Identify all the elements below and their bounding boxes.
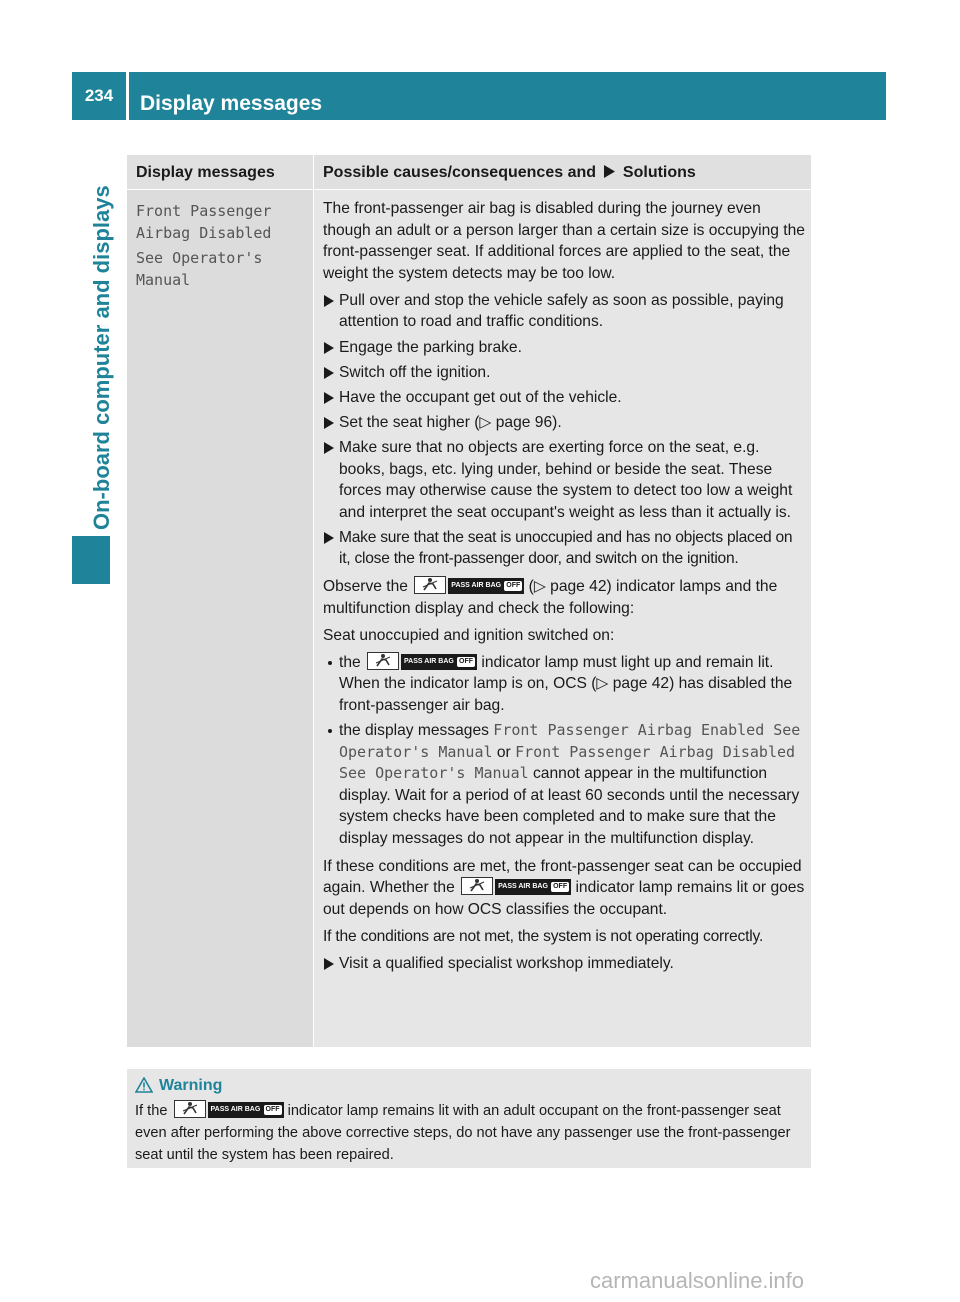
bullet-item [323,652,807,717]
airbag-lamp-text: PASS AIR BAG [498,883,548,891]
message-column [127,190,313,1047]
warning-suffix: indicator lamp remains lit with an adult occupant on the front-passenger seat even after performing the above corrective steps, do not have any passenger use the front-passenger seat until the system has been repaired. [135,1103,791,1163]
watermark: carmanualsonline.info [590,1268,805,1293]
warning-text [135,1100,807,1166]
bullet-dot [328,729,332,733]
conditions-not-met-paragraph: If the conditions are not met, the system is not operating correctly. [323,927,764,945]
airbag-lamp-off: OFF [265,1106,280,1113]
seat-occupancy-icon [174,1100,206,1118]
col-header-solutions-text: Solutions [622,164,696,181]
step-arrow-icon [324,442,334,454]
step-item [323,337,807,359]
step-arrow-icon [324,342,334,354]
page-title: Display messages [140,92,323,115]
step-arrow-icon [324,367,334,379]
warning-title: Warning [159,1077,223,1094]
step-text: Make sure that no objects are exerting force on the seat, e.g. books, bags, etc. lying under, behind or beside the seat. These forces may otherwise cause the system to detect too low a weight and interpret the seat occupant's weight as less than it actually is. [339,438,793,521]
header-divider [126,72,129,120]
airbag-lamp-text: PASS AIR BAG [451,582,502,589]
step-text: Engage the parking brake. [339,338,522,356]
message-line: Front Passenger [136,202,272,220]
bullet2-display-message: Front Passenger Airbag Disabled See Operator's Manual [339,742,796,783]
step-item [323,437,807,523]
col-header-causes [323,155,696,191]
met-suffix: indicator lamp remains lit or goes out depends on how OCS classifies the occupant. [323,879,805,918]
airbag-lamp-text: PASS AIR BAG [404,657,454,665]
step-item [323,362,807,384]
page-header [72,72,886,120]
solutions-arrow-icon [603,165,615,178]
message-line: See Operator's [136,249,263,267]
bullet1-suffix: indicator lamp must light up and remain lit. When the indicator lamp is on, OCS (▷ page 42) has disabled the front-passenger air bag. [339,653,793,714]
display-messages-table [127,155,811,1047]
step-item [323,527,807,570]
bullet2-or: or [496,743,511,761]
pass-airbag-off-icon [401,654,477,670]
observe-prefix: Observe the [323,578,408,595]
step-item [323,953,807,975]
step-arrow-icon [324,417,334,429]
warning-prefix: If the [135,1103,168,1119]
observe-suffix: (▷ page 42) indicator lamps and the multifunction display and check the following: [323,578,778,617]
display-message [136,201,311,291]
intro-paragraph: The front-passenger air bag is disabled during the journey even though an adult or a person larger than a certain size is occupying the front-passenger seat. If additional forces are applied to the seat, the weight the system detects may be too low. [323,200,805,282]
bullet2-text: the display messages [339,722,489,740]
step-text: Switch off the ignition. [339,363,491,381]
step-item [323,290,807,333]
bullet2-suffix: cannot appear in the multifunction display. Wait for a period of at least 60 seconds until the necessary system checks have been completed and to make sure that the display messages do not appear in the multifunction display. [339,765,800,848]
seat-occupancy-icon [414,576,446,594]
met-prefix: If these conditions are met, the front-passenger seat can be occupied again. Whether the [323,857,802,897]
message-line: Airbag Disabled [136,223,272,242]
warning-box [127,1069,811,1168]
seat-unoccupied-paragraph: Seat unoccupied and ignition switched on: [323,626,615,644]
airbag-lamp-off: OFF [459,657,474,665]
warning-triangle-icon [135,1077,153,1093]
airbag-lamp-off: OFF [553,883,568,891]
airbag-lamp-text: PASS AIR BAG [210,1106,261,1113]
message-line: Manual [136,270,191,289]
pass-airbag-off-icon [448,578,524,594]
step-text: Set the seat higher (▷ page 96). [339,413,562,431]
col-header-causes-text: Possible causes/consequences and [323,164,597,181]
warning-heading [135,1075,222,1097]
step-text: Make sure that the seat is unoccupied and has no objects placed on it, close the front-passenger door, and switch on the ignition. [339,528,793,568]
step-text: Have the occupant get out of the vehicle. [339,388,622,406]
page-number: 234 [84,86,114,105]
step-arrow-icon [324,392,334,404]
col-header-messages: Display messages [136,164,275,181]
side-tab-block [72,536,110,584]
step-arrow-icon [324,958,334,970]
step-item [323,387,807,409]
seat-occupancy-icon [461,877,493,895]
step-text: Pull over and stop the vehicle safely as soon as possible, paying attention to road and traffic conditions. [339,291,784,331]
causes-solutions-content [323,198,807,978]
step-arrow-icon [324,532,334,544]
step-item [323,412,807,434]
pass-airbag-off-icon [208,1102,284,1118]
table-header [127,155,811,190]
bullet-dot [328,661,332,665]
airbag-lamp-off: OFF [506,582,521,589]
side-section-label: On-board computer and displays [89,185,114,530]
conditions-met-paragraph [323,856,807,921]
bullet2-display-message: Front Passenger Airbag Enabled See Operator's Manual [339,721,801,761]
bullet1-prefix: the [339,653,361,671]
bullet-item [323,720,807,850]
observe-paragraph [323,576,807,619]
step-arrow-icon [324,295,334,307]
column-divider [313,155,314,1047]
seat-occupancy-icon [367,652,399,670]
pass-airbag-off-icon [495,879,571,895]
step-text: Visit a qualified specialist workshop immediately. [339,955,674,972]
